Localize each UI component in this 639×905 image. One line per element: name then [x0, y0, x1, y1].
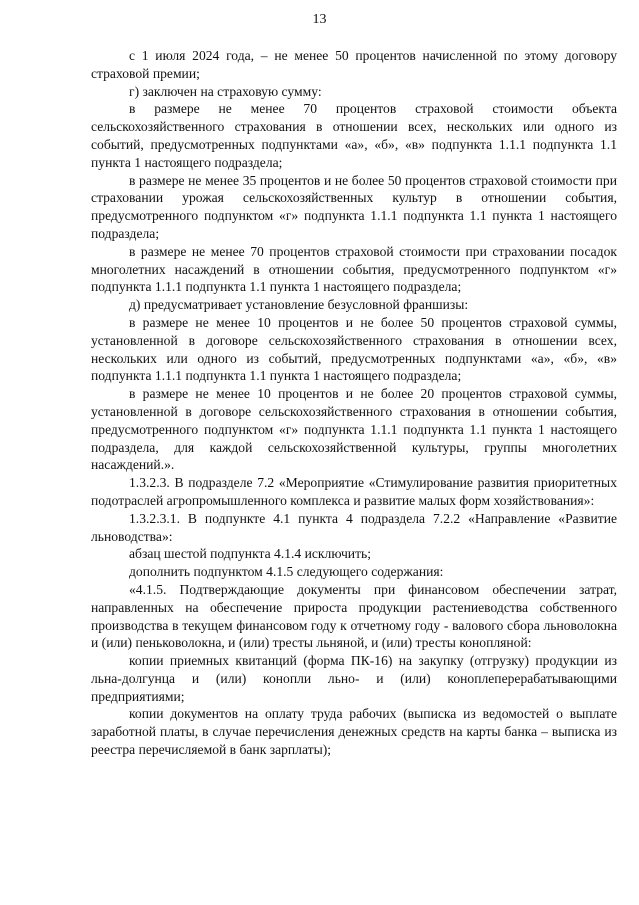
paragraph: копии приемных квитанций (форма ПК-16) на закупку (отгрузку) продукции из льна-долгунца и (или) конопли льно- и (или) коноплеперерабатывающими предприятиями; — [91, 653, 617, 704]
paragraph: в размере не менее 35 процентов и не более 50 процентов страховой стоимости при страховании урожая сельскохозяйственных культур в отношении события, предусмотренного подпунктом «г» подпункта 1.1.1 подпункта 1.1 пункта 1 настоящего подраздела; — [91, 172, 617, 241]
paragraph: д) предусматривает установление безусловной франшизы: — [129, 297, 469, 313]
paragraph: 1.3.2.3. В подразделе 7.2 «Мероприятие «Стимулирование развития приоритетных подотраслей агропромышленного комплекса и развитие малых форм хозяйствования»: — [91, 475, 617, 508]
page-number: 13 — [312, 12, 327, 27]
paragraph: в размере не менее 10 процентов и не более 20 процентов страховой суммы, установленной в договоре сельскохозяйственного страхования в отношении события, предусмотренного подпунктом «г» подпункта 1.1.1 подпункта 1.1 пункта 1 настоящего подраздела, для каждой сельскохозяйственной культуры, группы многолетних насаждений.». — [91, 386, 617, 473]
paragraph: копии документов на оплату труда рабочих (выписка из ведомостей о выплате заработной платы, в случае перечисления денежных средств на карты банка – выписка из реестра перечисляемой в банк зарплаты); — [91, 706, 617, 758]
paragraph: в размере не менее 70 процентов страховой стоимости при страховании посадок многолетних насаждений в отношении события, предусмотренного подпунктом «г» подпункта 1.1.1 подпункта 1.1 пункта 1 настоящего подраздела; — [91, 243, 617, 295]
document-body — [91, 47, 617, 759]
paragraph: с 1 июля 2024 года, – не менее 50 процентов начисленной по этому договору страховой премии; — [91, 48, 617, 81]
paragraph: «4.1.5. Подтверждающие документы при финансовом обеспечении затрат, направленных на обеспечение прироста продукции растениеводства собственного производства в текущем финансовом году к отчетному году - валового сбора льноволокна и (или) пеньковолокна, и (или) тресты льняной, и (или) тресты конопляной: — [91, 581, 617, 651]
paragraph: абзац шестой подпункта 4.1.4 исключить; — [129, 546, 371, 562]
paragraph: г) заключен на страховую сумму: — [129, 83, 322, 99]
paragraph: 1.3.2.3.1. В подпункте 4.1 пункта 4 подраздела 7.2.2 «Направление «Развитие льноводства»: — [91, 510, 617, 544]
paragraph: в размере не менее 70 процентов страховой стоимости объекта сельскохозяйственного страхования в отношении всех, нескольких или одного из событий, предусмотренных подпунктами «а», «б», «в» подпункта 1.1.1 подпункта 1.1 пункта 1 настоящего подраздела; — [91, 101, 617, 170]
paragraph: дополнить подпунктом 4.1.5 следующего содержания: — [129, 564, 444, 580]
paragraph: в размере не менее 10 процентов и не более 50 процентов страховой суммы, установленной в договоре сельскохозяйственного страхования в отношении всех, нескольких или одного из событий, предусмотренных подпунктами «а», «б», «в» подпункта 1.1.1 подпункта 1.1 пункта 1 настоящего подраздела; — [91, 314, 617, 384]
